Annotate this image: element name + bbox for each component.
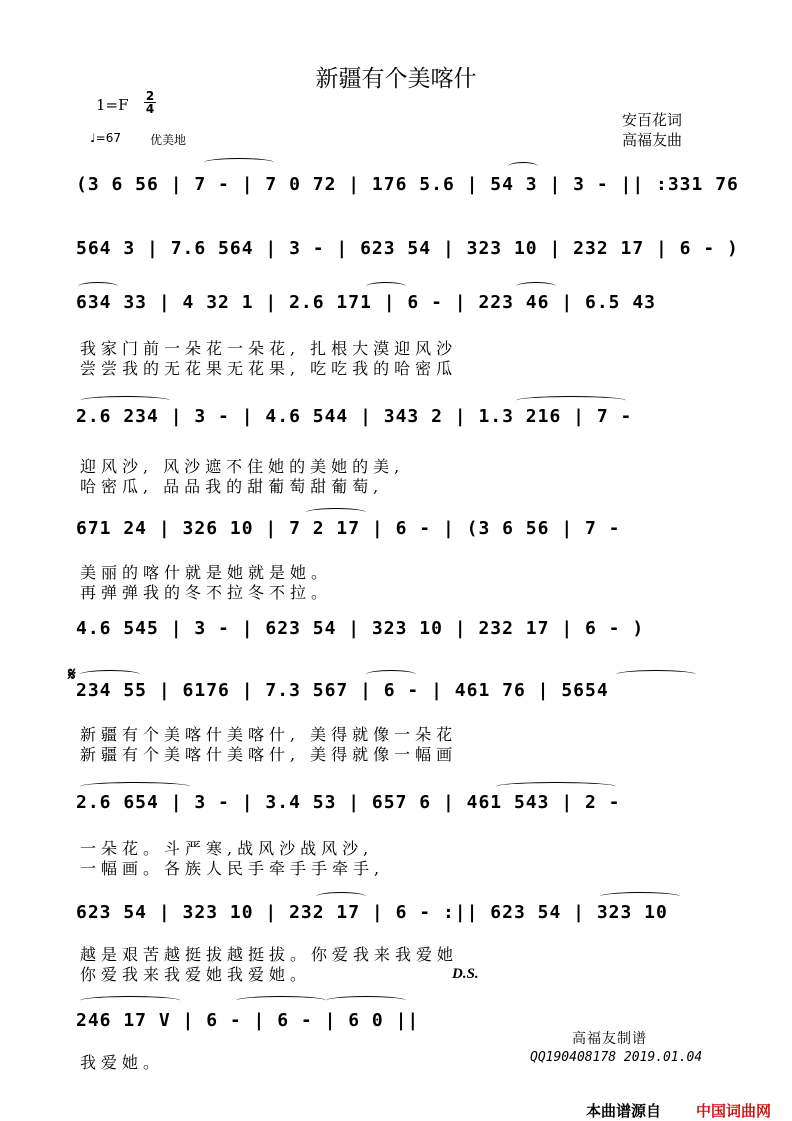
time-signature-bottom: 4 <box>145 102 155 116</box>
lyric-line-1: 我爱她。 <box>80 1053 165 1072</box>
lyric-line-2: 哈密瓜, 品品我的甜葡萄甜葡萄, <box>80 477 384 496</box>
key-signature: 1=F <box>96 96 129 114</box>
slur <box>326 996 406 1005</box>
expression-marking: 优美地 <box>150 133 187 147</box>
lyric-line-1: 我家门前一朵花一朵花, 扎根大漠迎风沙 <box>80 339 458 358</box>
slur <box>516 282 556 291</box>
slur <box>204 158 274 167</box>
slur <box>616 670 696 679</box>
system-notes: 564 3 | 7.6 564 | 3 - | 623 54 | 323 10 | 232 17 | 6 - ) <box>76 238 739 259</box>
system-notes: 623 54 | 323 10 | 232 17 | 6 - :|| 623 54 | 323 10 <box>76 902 668 923</box>
system-notes: 234 55 | 6176 | 7.3 567 | 6 - | 461 76 | 5654 <box>76 680 609 701</box>
lyric-line-2: 尝尝我的无花果无花果, 吃吃我的哈密瓜 <box>80 359 458 378</box>
system-notes: 2.6 654 | 3 - | 3.4 53 | 657 6 | 461 543 | 2 - <box>76 792 621 813</box>
transcriber: 高福友制谱 <box>572 1031 647 1047</box>
slur <box>600 892 680 901</box>
lyric-line-1: 新疆有个美喀什美喀什, 美得就像一朵花 <box>80 725 458 744</box>
slur <box>306 508 366 517</box>
lyric-line-1: 一朵花。斗严寒,战风沙战风沙, <box>80 839 374 858</box>
slur <box>80 782 190 791</box>
slur <box>496 782 616 791</box>
credits <box>622 110 682 150</box>
source-label: 本曲谱源自 <box>586 1102 662 1120</box>
slur <box>78 282 118 291</box>
site-label: 中国词曲网 <box>696 1102 772 1120</box>
dal-segno: D.S. <box>452 966 479 982</box>
lyricist: 安百花词 <box>622 111 683 129</box>
song-title: 新疆有个美喀什 <box>315 66 477 92</box>
lyric-line-2: 再弹弹我的冬不拉冬不拉。 <box>80 583 333 602</box>
lyric-line-2: 新疆有个美喀什美喀什, 美得就像一幅画 <box>80 745 458 764</box>
system-notes: 634 33 | 4 32 1 | 2.6 171 | 6 - | 223 46 | 6.5 43 <box>76 292 657 313</box>
segno-sign: 𝄋 <box>68 664 76 685</box>
lyric-line-2: 你爱我来我爱她我爱她。 <box>80 965 312 984</box>
slur <box>80 396 170 405</box>
lyric-line-1: 迎风沙, 风沙遮不住她的美她的美, <box>80 457 405 476</box>
composer: 高福友曲 <box>622 131 683 149</box>
system-notes: 2.6 234 | 3 - | 4.6 544 | 343 2 | 1.3 216 | 7 - <box>76 406 633 427</box>
lyric-line-1: 越是艰苦越挺拔越挺拔。你爱我来我爱她 <box>80 945 459 964</box>
slur <box>316 892 366 901</box>
system-notes: 246 17 V | 6 - | 6 - | 6 0 || <box>76 1010 420 1031</box>
tempo-marking: ♩=67 <box>90 131 121 145</box>
contact-info: QQ190408178 2019.01.04 <box>530 1050 703 1065</box>
lyric-line-2: 一幅画。各族人民手牵手手牵手, <box>80 859 385 878</box>
time-signature <box>144 90 156 115</box>
slur <box>366 282 406 291</box>
system-notes: (3 6 56 | 7 - | 7 0 72 | 176 5.6 | 54 3 | 3 - || :331 76 <box>76 174 739 195</box>
system-notes: 671 24 | 326 10 | 7 2 17 | 6 - | (3 6 56 | 7 - <box>76 518 621 539</box>
slur <box>80 670 140 679</box>
lyric-line-1: 美丽的喀什就是她就是她。 <box>80 563 333 582</box>
slur <box>80 996 180 1005</box>
system-notes: 4.6 545 | 3 - | 623 54 | 323 10 | 232 17 | 6 - ) <box>76 618 645 639</box>
slur <box>366 670 416 679</box>
time-signature-top: 2 <box>145 89 155 103</box>
slur <box>236 996 326 1005</box>
slur <box>508 162 538 171</box>
slur <box>516 396 626 405</box>
